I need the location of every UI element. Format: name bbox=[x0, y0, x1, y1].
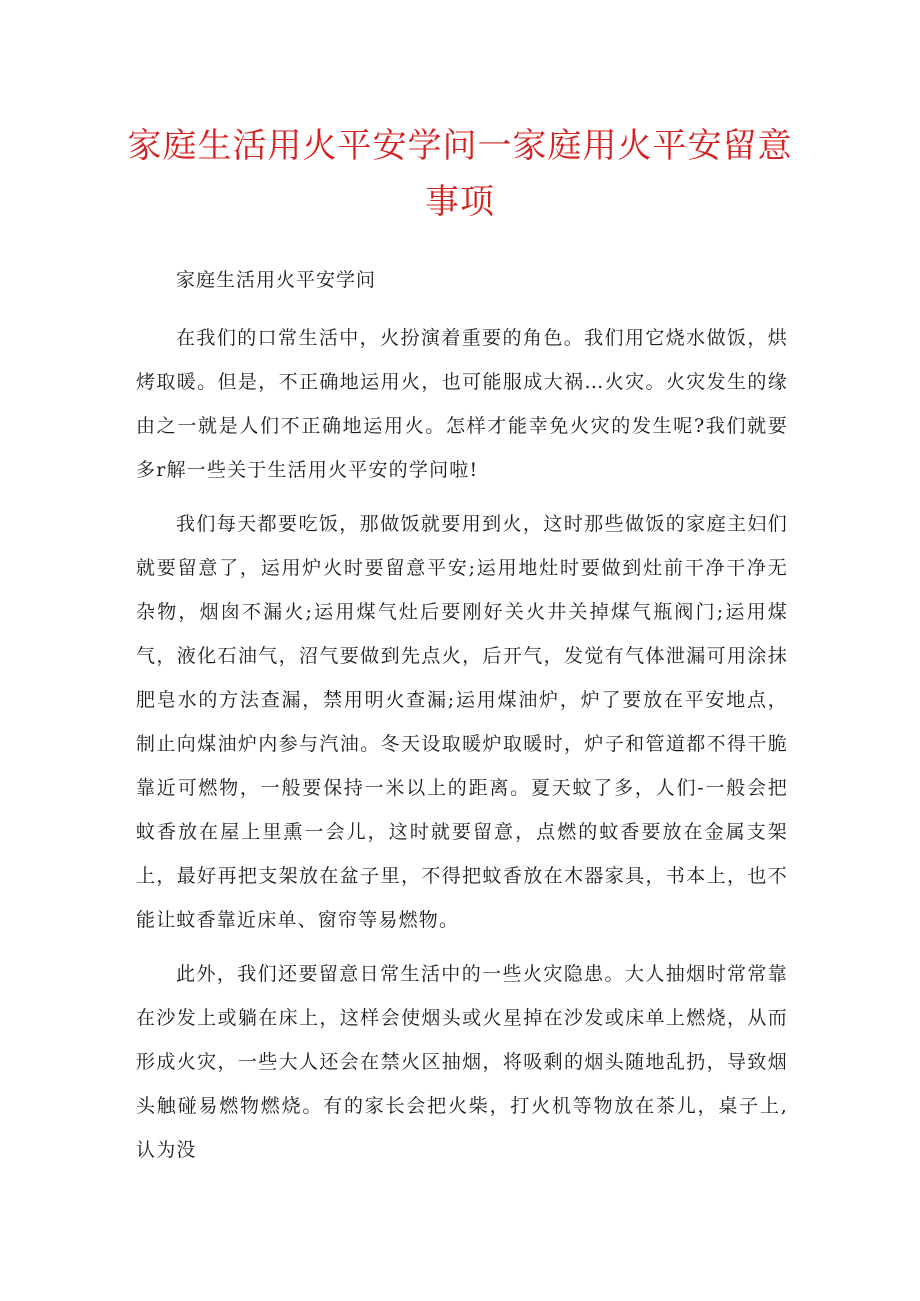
paragraph-fire-hazards: 此外，我们还要留意日常生活中的一些火灾隐患。大人抽烟时常常靠在沙发上或躺在床上，这样会使烟头或火星掉在沙发或床单上燃烧，从而形成火灾，一些大人还会在禁火区抽烟，将吸剩的烟头随地乱扔，导致烟头触碰易燃物燃烧。有的家长会把火柴，打火机等物放在茶儿，桌子上,认为没 bbox=[136, 963, 788, 1161]
paragraph-intro: 在我们的口常生活中，火扮演着重要的角色。我们用它烧水做饭，烘烤取暖。但是，不正确地运用火，也可能服成大祸…火灾。火灾发生的缘由之一就是人们不正确地运用火。怎样才能幸免火灾的发生呢?我们就要多r解一些关于生活用火平安的学问啦! bbox=[136, 327, 788, 481]
document-body bbox=[136, 258, 788, 1182]
document-title: 家庭生活用火平安学问一家庭用火平安留意事项 bbox=[127, 126, 793, 222]
section-subheading: 家庭生活用火平安学问 bbox=[176, 269, 377, 291]
paragraph-cooking-safety: 我们每天都要吃饭，那做饭就要用到火，这时那些做饭的家庭主妇们就要留意了，运用炉火时要留意平安;运用地灶时要做到灶前干净干净无杂物，烟囱不漏火;运用煤气灶后要刚好关火井关掉煤气瓶阀门;运用煤气，液化石油气，沼气要做到先点火，后开气，发觉有气体泄漏可用涂抹肥皂水的方法查漏，禁用明火查漏;运用煤油炉，炉了要放在平安地点，制止向煤油炉内参与汽油。冬天设取暖炉取暖时，炉子和管道都不得干脆靠近可燃物，一般要保持一米以上的距离。夏天蚊了多，人们-一般会把蚊香放在屋上里熏一会儿，这时就要留意，点燃的蚊香要放在金属支架上，最好再把支架放在盆子里，不得把蚊香放在木器家具，书本上，也不能让蚊香靠近床单、窗帘等易燃物。 bbox=[136, 513, 788, 931]
